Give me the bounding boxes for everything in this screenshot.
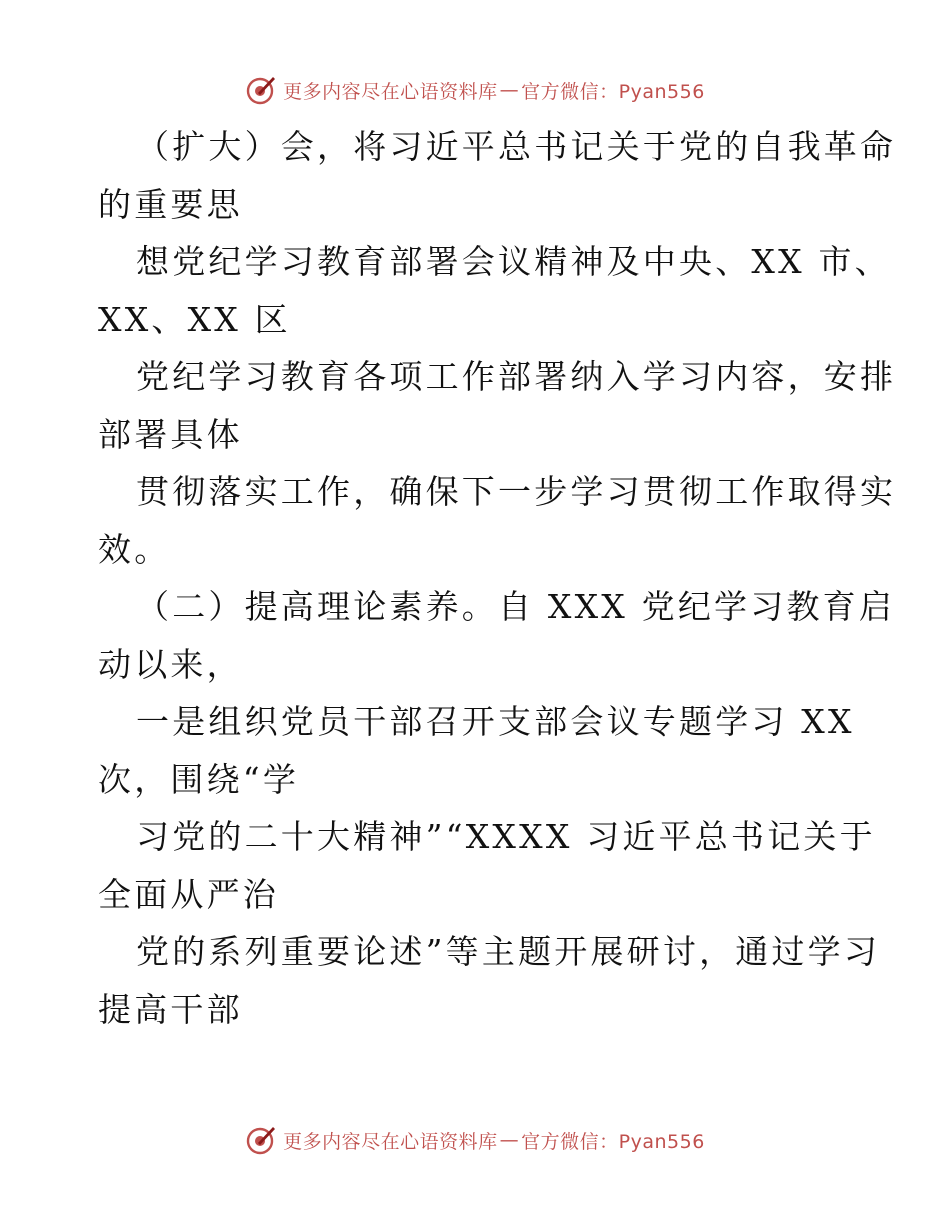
paragraph-line: XX、XX 区 bbox=[98, 299, 291, 339]
quill-pen-seal-icon bbox=[245, 1124, 277, 1156]
paragraph-line: 次，围绕“学 bbox=[98, 759, 300, 799]
watermark-site-text: 更多内容尽在心语资料库 bbox=[283, 80, 498, 103]
paragraph-line: 的重要思 bbox=[98, 184, 243, 224]
paragraph-line: 习党的二十大精神”“XXXX 习近平总书记关于 bbox=[136, 817, 876, 856]
watermark-wechat-text: 官方微信：Pyan556 bbox=[521, 80, 705, 103]
paragraph-line: 党纪学习教育各项工作部署纳入学习内容，安排 bbox=[136, 357, 897, 396]
paragraph-line: （扩大）会，将习近平总书记关于党的自我革命 bbox=[136, 127, 897, 166]
footer-watermark bbox=[0, 1122, 950, 1158]
header-watermark bbox=[0, 72, 950, 108]
paragraph-line: 全面从严治 bbox=[98, 874, 279, 914]
watermark-separator: — bbox=[499, 1129, 520, 1151]
paragraph-line: 部署具体 bbox=[98, 414, 243, 454]
paragraph-line: 贯彻落实工作，确保下一步学习贯彻工作取得实 bbox=[136, 472, 897, 511]
paragraph-line: 党的系列重要论述”等主题开展研讨，通过学习 bbox=[136, 932, 881, 971]
quill-pen-seal-icon bbox=[245, 74, 277, 106]
document-body bbox=[98, 118, 897, 1038]
watermark-separator: — bbox=[499, 79, 520, 101]
paragraph-line: 一是组织党员干部召开支部会议专题学习 XX bbox=[136, 702, 855, 741]
paragraph-line: 提高干部 bbox=[98, 989, 243, 1029]
watermark-site-text: 更多内容尽在心语资料库 bbox=[283, 1130, 498, 1153]
paragraph-line: 想党纪学习教育部署会议精神及中央、XX 市、 bbox=[136, 242, 891, 281]
paragraph-line: 效。 bbox=[98, 529, 171, 569]
paragraph-line: （二）提高理论素养。自 XXX 党纪学习教育启 bbox=[136, 587, 896, 626]
paragraph-line: 动以来， bbox=[98, 644, 243, 684]
watermark-wechat-text: 官方微信：Pyan556 bbox=[521, 1130, 705, 1153]
